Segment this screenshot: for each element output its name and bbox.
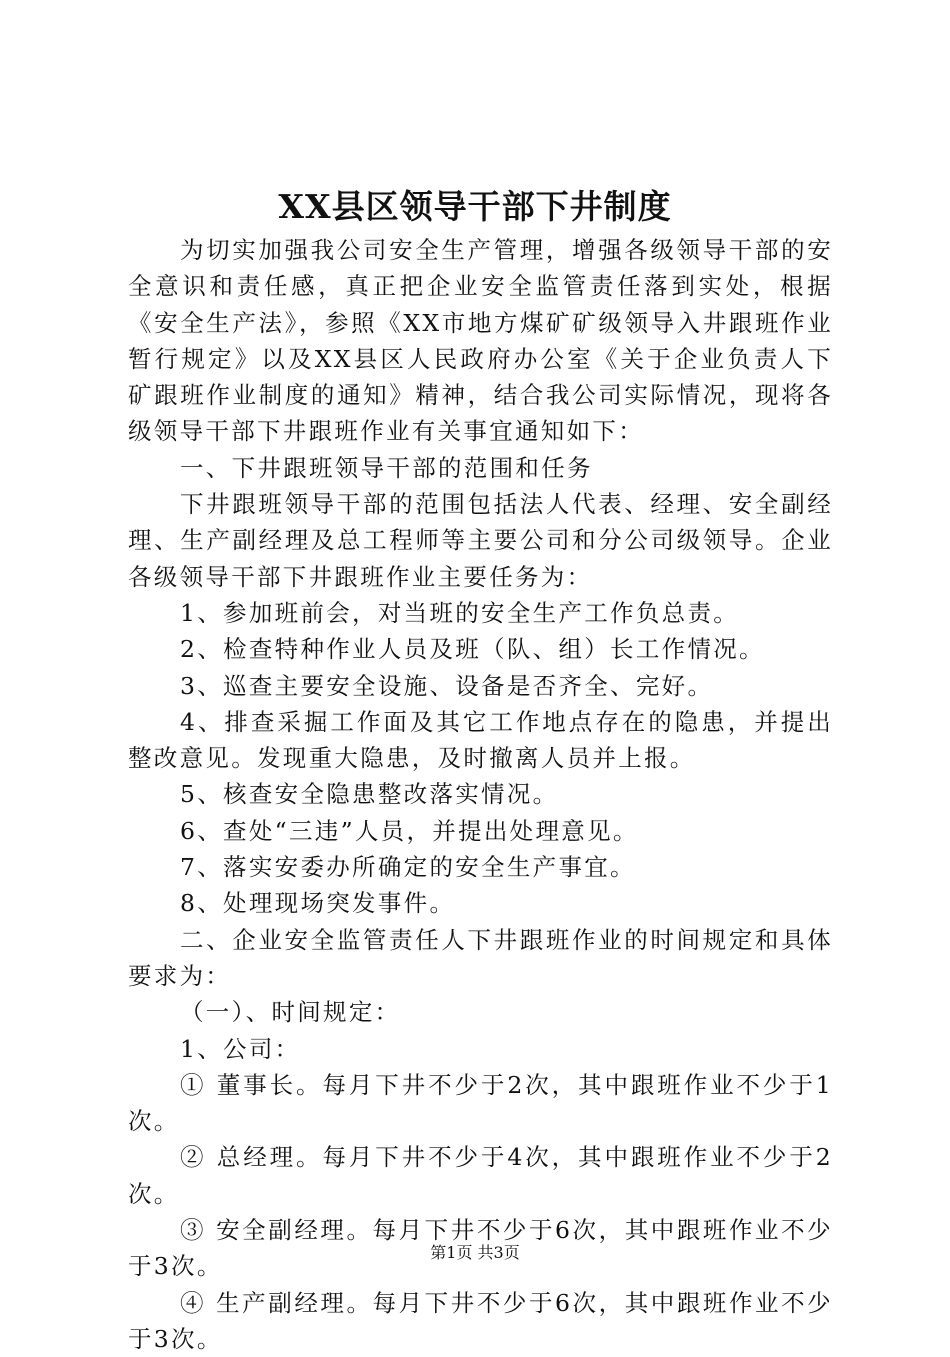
task-item: 2、检查特种作业人员及班（队、组）长工作情况。 (180, 635, 765, 664)
task-item: 6、查处“三违”人员，并提出处理意见。 (180, 816, 639, 845)
subsection-heading: （一）、时间规定： (180, 998, 401, 1027)
task-item: 7、落实安委办所确定的安全生产事宜。 (180, 853, 636, 882)
company-heading: 1、公司： (180, 1034, 301, 1063)
task-item: 5、核查安全隐患整改落实情况。 (180, 780, 559, 809)
rule-item: ② 总经理。每月下井不少于4次，其中跟班作业不少于2次。 (128, 1143, 833, 1208)
document-title: XX县区领导干部下井制度 (278, 187, 672, 226)
section-heading-1: 一、下井跟班领导干部的范围和任务 (180, 453, 593, 482)
intro-paragraph: 为切实加强我公司安全生产管理，增强各级领导干部的安全意识和责任感，真正把企业安全监管责任落到实处，根据《安全生产法》，参照《XX市地方煤矿矿级领导入井跟班作业暂行规定》以及XX县区人民政府办公室《关于企业负责人下矿跟班作业制度的通知》精神，结合我公司实际情况，现将各级领导干部下井跟班作业有关事宜通知如下： (128, 236, 833, 446)
rule-item: ③ 安全副经理。每月下井不少于6次，其中跟班作业不少于3次。 (128, 1216, 833, 1281)
document-body (128, 232, 833, 1357)
section-heading-2: 二、企业安全监管责任人下井跟班作业的时间规定和具体要求为： (128, 925, 833, 990)
scope-paragraph: 下井跟班领导干部的范围包括法人代表、经理、安全副经理、生产副经理及总工程师等主要公司和分公司级领导。企业各级领导干部下井跟班作业主要任务为： (128, 490, 833, 591)
rule-item: ④ 生产副经理。每月下井不少于6次，其中跟班作业不少于3次。 (128, 1288, 833, 1353)
task-item: 1、参加班前会，对当班的安全生产工作负总责。 (180, 598, 740, 627)
task-item: 3、巡查主要安全设施、设备是否齐全、完好。 (180, 671, 714, 700)
task-item: 4、排查采掘工作面及其它工作地点存在的隐患，并提出整改意见。发现重大隐患，及时撤离人员并上报。 (128, 707, 833, 773)
task-item: 8、处理现场突发事件。 (180, 889, 456, 918)
rule-item: ① 董事长。每月下井不少于2次，其中跟班作业不少于1次。 (128, 1070, 833, 1136)
page-footer: 第1页 共3页 (430, 1243, 520, 1262)
